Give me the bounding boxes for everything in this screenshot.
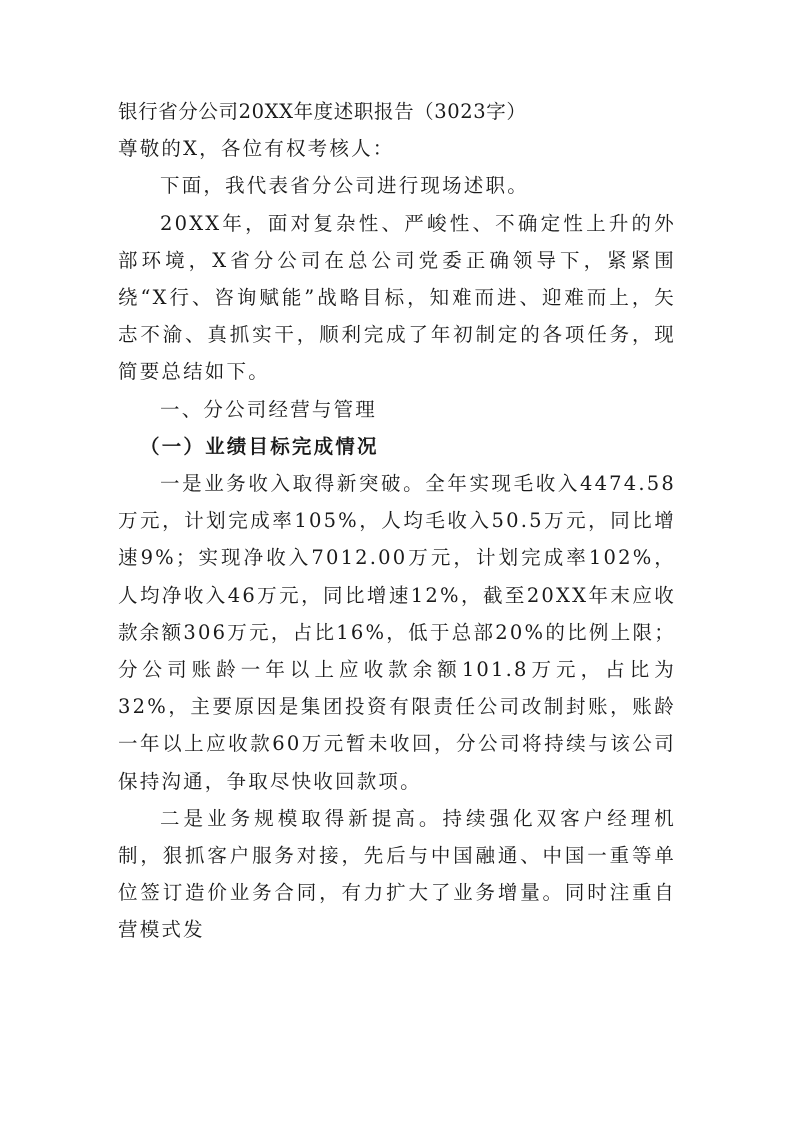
section-heading: 一、分公司经营与管理 — [160, 397, 378, 421]
salutation: 尊敬的X，各位有权考核人： — [118, 137, 395, 161]
overview-paragraph: 20XX年，面对复杂性、严峻性、不确定性上升的外部环境，X省分公司在总公司党委正确领导下，紧紧围绕“X行、咨询赋能”战略目标，知难而进、迎难而上，矢志不渝、真抓实干，顺利完成了年初制定的各项任务，现简要总结如下。 — [118, 211, 676, 384]
scale-paragraph: 二是业务规模取得新提高。持续强化双客户经理机制，狠抓客户服务对接，先后与中国融通、中国一重等单位签订造价业务合同，有力扩大了业务增量。同时注重自营模式发 — [118, 806, 676, 942]
subsection-heading: （一）业绩目标完成情况 — [140, 434, 379, 458]
document-title: 银行省分公司20XX年度述职报告（3023字） — [118, 100, 527, 123]
intro-paragraph: 下面，我代表省分公司进行现场述职。 — [160, 174, 529, 198]
revenue-paragraph: 一是业务收入取得新突破。全年实现毛收入4474.58万元，计划完成率105%，人均毛收入50.5万元，同比增速9%；实现净收入7012.00万元，计划完成率102%，人均净收入46万元，同比增速12%，截至20XX年末应收款余额306万元，占比16%，低于总部20%的比例上限；分公司账龄一年以上应收款余额101.8万元，占比为32%，主要原因是集团投资有限责任公司改制封账，账龄一年以上应收款60万元暂未收回，分公司将持续与该公司保持沟通，争取尽快收回款项。 — [118, 472, 676, 793]
document-page — [118, 93, 676, 949]
